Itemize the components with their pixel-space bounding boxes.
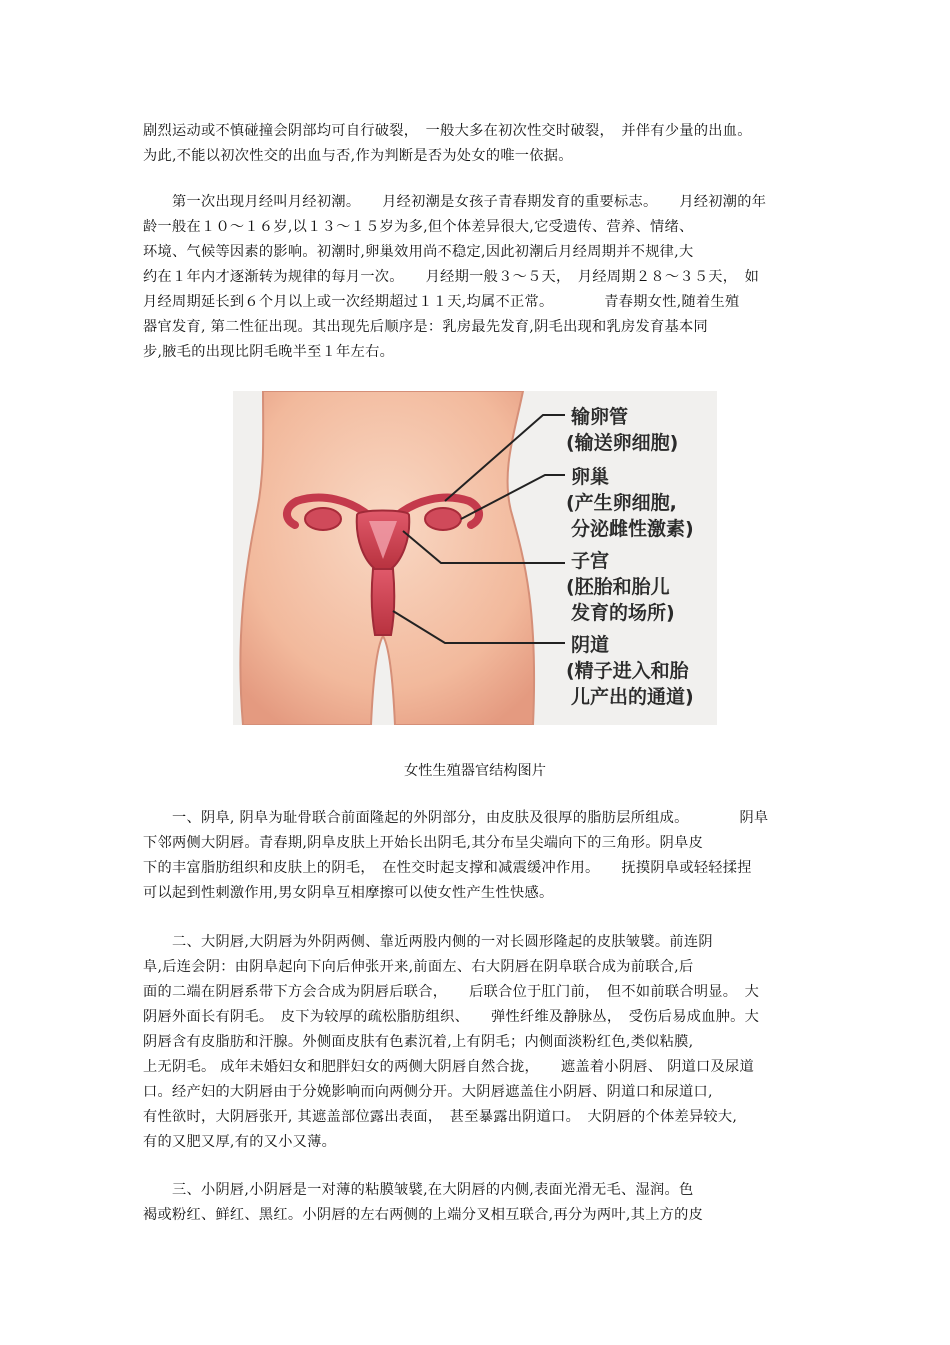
label-uterus: 子宫 [571, 550, 610, 572]
anatomy-figure [233, 391, 717, 725]
text-line: 口。经产妇的大阴唇由于分娩影响而向两侧分开。大阴唇遮盖住小阴唇、阴道口和尿道口, [143, 1084, 713, 1100]
text-line: 上无阴毛。 成年未婚妇女和肥胖妇女的两侧大阴唇自然合拢， 遮盖着小阴唇、 阴道口及尿道 [143, 1059, 754, 1075]
text-line: 剧烈运动或不慎碰撞会阴部均可自行破裂， 一般大多在初次性交时破裂， 并伴有少量的出血。 [143, 123, 752, 139]
text-line: 下邻两侧大阴唇。青春期,阴阜皮肤上开始长出阴毛,其分布呈尖端向下的三角形。阴阜皮 [143, 835, 704, 851]
text-line: 阴唇含有皮脂肪和汗腺。外侧面皮肤有色素沉着,上有阴毛；内侧面淡粉红色,类似粘膜, [143, 1034, 694, 1050]
label-ovary-desc-2: 分泌雌性激素) [571, 518, 694, 540]
text-line: 可以起到性刺激作用,男女阴阜互相摩擦可以使女性产生性快感。 [143, 885, 554, 901]
label-uterus-desc-2: 发育的场所) [571, 602, 675, 624]
label-fallopian-tube: 输卵管 [571, 406, 629, 428]
text-line: 龄一般在１０～１６岁,以１３～１５岁为多,但个体差异很大,它受遗传、营养、情绪、 [143, 219, 694, 235]
text-line: 下的丰富脂肪组织和皮肤上的阴毛， 在性交时起支撑和减震缓冲作用。 抚摸阴阜或轻轻揉捏 [143, 860, 752, 876]
label-vagina-desc-1: (精子进入和胎 [566, 660, 689, 682]
text-line: 面的二端在阴唇系带下方会合成为阴唇后联合， 后联合位于肛门前， 但不如前联合明显。 大 [143, 984, 760, 1000]
text-line: 为此,不能以初次性交的出血与否,作为判断是否为处女的唯一依据。 [143, 148, 573, 164]
text-line: 阜,后连会阴：由阴阜起向下向后伸张开来,前面左、右大阴唇在阴阜联合成为前联合,后 [143, 959, 694, 975]
vagina [372, 569, 395, 635]
text-line: 阴唇外面长有阴毛。 皮下为较厚的疏松脂肪组织、 弹性纤维及静脉丛， 受伤后易成血肿。大 [143, 1009, 760, 1025]
label-vagina: 阴道 [571, 634, 610, 656]
text-line: 褐或粉红、鲜红、黑红。小阴唇的左右两侧的上端分叉相互联合,再分为两叶,其上方的皮 [143, 1207, 704, 1223]
text-line: 有性欲时，大阴唇张开, 其遮盖部位露出表面， 甚至暴露出阴道口。 大阴唇的个体差异较大, [143, 1109, 738, 1125]
text-line: 有的又肥又厚,有的又小又薄。 [143, 1134, 337, 1150]
text-line: 第一次出现月经叫月经初潮。 月经初潮是女孩子青春期发育的重要标志。 月经初潮的年 [143, 194, 767, 210]
text-line: 一、阴阜, 阴阜为耻骨联合前面隆起的外阴部分，由皮肤及很厚的脂肪层所组成。 阴阜 [143, 810, 769, 826]
label-uterus-desc-1: (胚胎和胎儿 [566, 576, 670, 598]
reproductive-organ-illustration [233, 391, 717, 725]
text-line: 器官发育, 第二性征出现。其出现先后顺序是：乳房最先发育,阴毛出现和乳房发育基本同 [143, 319, 708, 335]
text-line: 约在１年内才逐渐转为规律的每月一次。 月经期一般３～５天， 月经周期２８～３５天， 如 [143, 269, 760, 285]
text-line: 环境、气候等因素的影响。初潮时,卵巢效用尚不稳定,因此初潮后月经周期并不规律,大 [143, 244, 694, 260]
label-vagina-desc-2: 儿产出的通道) [571, 686, 694, 708]
text-line: 步,腋毛的出现比阴毛晚半至１年左右。 [143, 344, 395, 360]
label-fallopian-tube-desc: (输送卵细胞) [566, 432, 679, 454]
text-line: 三、小阴唇,小阴唇是一对薄的粘膜皱襞,在大阴唇的内侧,表面光滑无毛、湿润。色 [143, 1182, 694, 1198]
text-line: 二、大阴唇,大阴唇为外阴两侧、靠近两股内侧的一对长圆形隆起的皮肤皱襞。前连阴 [143, 934, 713, 950]
label-ovary-desc-1: (产生卵细胞, [566, 492, 677, 514]
ovary-right [425, 508, 461, 530]
text-line: 月经周期延长到６个月以上或一次经期超过１１天,均属不正常。 青春期女性,随着生殖 [143, 294, 740, 310]
ovary-left [305, 508, 341, 530]
label-ovary: 卵巢 [571, 466, 610, 488]
figure-caption: 女性生殖器官结构图片 [404, 763, 546, 779]
